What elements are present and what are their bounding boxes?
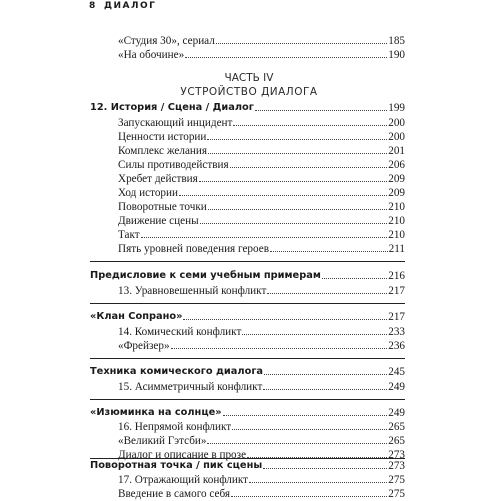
toc-entry[interactable] xyxy=(118,200,405,214)
toc-chapter-title: «Изюминка на солнце» xyxy=(90,407,222,418)
toc-entry-title: 15. Асимметричный конфликт xyxy=(118,381,263,393)
toc-chapter-title: «Клан Сопрано» xyxy=(90,311,183,322)
toc-chapter[interactable] xyxy=(90,310,405,324)
section-divider xyxy=(90,399,405,400)
toc-entry-title: 17. Отражающий конфликт xyxy=(118,474,249,486)
toc-leader-dots xyxy=(230,167,388,168)
toc-leader-dots xyxy=(264,374,387,375)
toc-chapter-title: Поворотная точка / пик сцены xyxy=(90,460,263,471)
toc-leader-dots xyxy=(141,237,388,238)
toc-entry-page: 209 xyxy=(388,187,405,199)
toc-chapter[interactable] xyxy=(90,101,405,115)
toc-entry-page: 210 xyxy=(388,215,405,227)
toc-entry[interactable] xyxy=(118,242,405,256)
toc-chapter[interactable] xyxy=(90,459,405,473)
toc-leader-dots xyxy=(200,223,388,224)
toc-entry-page: 206 xyxy=(388,159,405,171)
toc-entry-page: 210 xyxy=(388,229,405,241)
toc-leader-dots xyxy=(223,415,388,416)
toc-chapter-page: 217 xyxy=(388,311,405,323)
toc-leader-dots xyxy=(207,443,387,444)
toc-entry[interactable] xyxy=(118,186,405,200)
toc-entry-page: 275 xyxy=(388,474,405,486)
toc-leader-dots xyxy=(183,319,387,320)
toc-entry[interactable] xyxy=(118,434,405,448)
toc-entry-page: 265 xyxy=(388,435,405,447)
toc-chapter-page: 245 xyxy=(388,366,405,378)
toc-entry[interactable] xyxy=(118,34,405,48)
toc-entry-page: 190 xyxy=(388,49,405,61)
toc-entry-title: Ход истории xyxy=(118,187,178,199)
toc-entry-page: 249 xyxy=(388,381,405,393)
toc-entry[interactable] xyxy=(118,325,405,339)
toc-entry-title: Введение в самого себя xyxy=(118,488,231,500)
toc-entry-page: 233 xyxy=(388,326,405,338)
toc-leader-dots xyxy=(255,110,387,111)
toc-chapter-title: Предисловие к семи учебным примерам xyxy=(90,270,321,281)
toc-entry-page: 236 xyxy=(388,340,405,352)
toc-entry-page: 200 xyxy=(388,131,405,143)
toc-chapter-page: 273 xyxy=(388,460,405,472)
toc-chapter-title: Техника комического диалога xyxy=(90,366,264,377)
toc-entry[interactable] xyxy=(118,339,405,353)
toc-entry-page: 201 xyxy=(388,145,405,157)
toc-entry[interactable] xyxy=(118,420,405,434)
toc-chapter[interactable] xyxy=(90,269,405,283)
toc-entry-title: «На обочине» xyxy=(118,49,185,61)
toc-entry[interactable] xyxy=(118,48,405,62)
part-label: ЧАСТЬ IV xyxy=(224,72,274,84)
toc-entry-title: «Студия 30», сериал xyxy=(118,35,215,47)
toc-leader-dots xyxy=(242,334,387,335)
toc-entry-page: 211 xyxy=(388,243,405,255)
toc-entry-title: 14. Комический конфликт xyxy=(118,326,242,338)
page-number: 8 xyxy=(89,1,96,11)
toc-entry[interactable] xyxy=(118,487,405,501)
toc-entry-title: Такт xyxy=(118,229,140,241)
toc-entry-page: 209 xyxy=(388,173,405,185)
section-divider xyxy=(90,358,405,359)
toc-chapter-page: 199 xyxy=(388,102,405,114)
toc-entry-title: Запускающий инцидент xyxy=(118,117,233,129)
toc-leader-dots xyxy=(208,209,387,210)
toc-leader-dots xyxy=(185,57,387,58)
toc-entry-page: 265 xyxy=(388,421,405,433)
toc-entry-title: Хребет действия xyxy=(118,173,198,185)
toc-entry[interactable] xyxy=(118,214,405,228)
toc-leader-dots xyxy=(207,139,387,140)
toc-entry-title: Поворотные точки xyxy=(118,201,207,213)
toc-entry-page: 217 xyxy=(388,285,405,297)
toc-leader-dots xyxy=(233,125,387,126)
toc-entry[interactable] xyxy=(118,130,405,144)
toc-entry-page: 273 xyxy=(388,449,405,461)
toc-chapter-page: 216 xyxy=(388,270,405,282)
toc-entry[interactable] xyxy=(118,172,405,186)
toc-entry-title: Диалог и описание в прозе xyxy=(118,449,247,461)
toc-chapter-title: 12. История / Сцена / Диалог xyxy=(90,102,254,113)
toc-entry-title: 16. Непрямой конфликт xyxy=(118,421,232,433)
part-title: УСТРОЙСТВО ДИАЛОГА xyxy=(180,86,318,98)
toc-entry-title: Силы противодействия xyxy=(118,159,229,171)
toc-leader-dots xyxy=(267,293,387,294)
toc-chapter-page: 249 xyxy=(388,407,405,419)
toc-entry[interactable] xyxy=(118,380,405,394)
toc-leader-dots xyxy=(199,181,387,182)
toc-entry-title: «Фрейзер» xyxy=(118,340,170,352)
toc-entry[interactable] xyxy=(118,158,405,172)
toc-entry[interactable] xyxy=(118,228,405,242)
toc-leader-dots xyxy=(231,496,387,497)
toc-entry[interactable] xyxy=(118,116,405,130)
section-divider xyxy=(90,303,405,304)
toc-leader-dots xyxy=(270,251,388,252)
toc-leader-dots xyxy=(179,195,387,196)
toc-leader-dots xyxy=(249,482,387,483)
toc-entry-page: 210 xyxy=(388,201,405,213)
toc-entry-page: 275 xyxy=(388,488,405,500)
toc-entry[interactable] xyxy=(118,473,405,487)
toc-chapter[interactable] xyxy=(90,406,405,420)
running-header: ДИАЛОГ xyxy=(104,1,157,11)
toc-leader-dots xyxy=(216,43,387,44)
toc-leader-dots xyxy=(171,348,388,349)
toc-leader-dots xyxy=(263,468,387,469)
toc-entry-page: 200 xyxy=(388,117,405,129)
toc-leader-dots xyxy=(263,389,387,390)
toc-entry[interactable] xyxy=(118,284,405,298)
toc-leader-dots xyxy=(208,153,387,154)
toc-chapter[interactable] xyxy=(90,365,405,379)
section-divider xyxy=(90,261,405,262)
toc-entry-title: Пять уровней поведения героев xyxy=(118,243,269,255)
toc-leader-dots xyxy=(232,429,387,430)
toc-entry-title: «Великий Гэтсби» xyxy=(118,435,207,447)
toc-leader-dots xyxy=(322,278,387,279)
toc-entry-title: 13. Уравновешенный конфликт xyxy=(118,285,267,297)
toc-entry-title: Ценности истории xyxy=(118,131,207,143)
toc-entry-page: 185 xyxy=(388,35,405,47)
toc-entry-title: Движение сцены xyxy=(118,215,199,227)
toc-entry-title: Комплекс желания xyxy=(118,145,208,157)
toc-entry[interactable] xyxy=(118,144,405,158)
